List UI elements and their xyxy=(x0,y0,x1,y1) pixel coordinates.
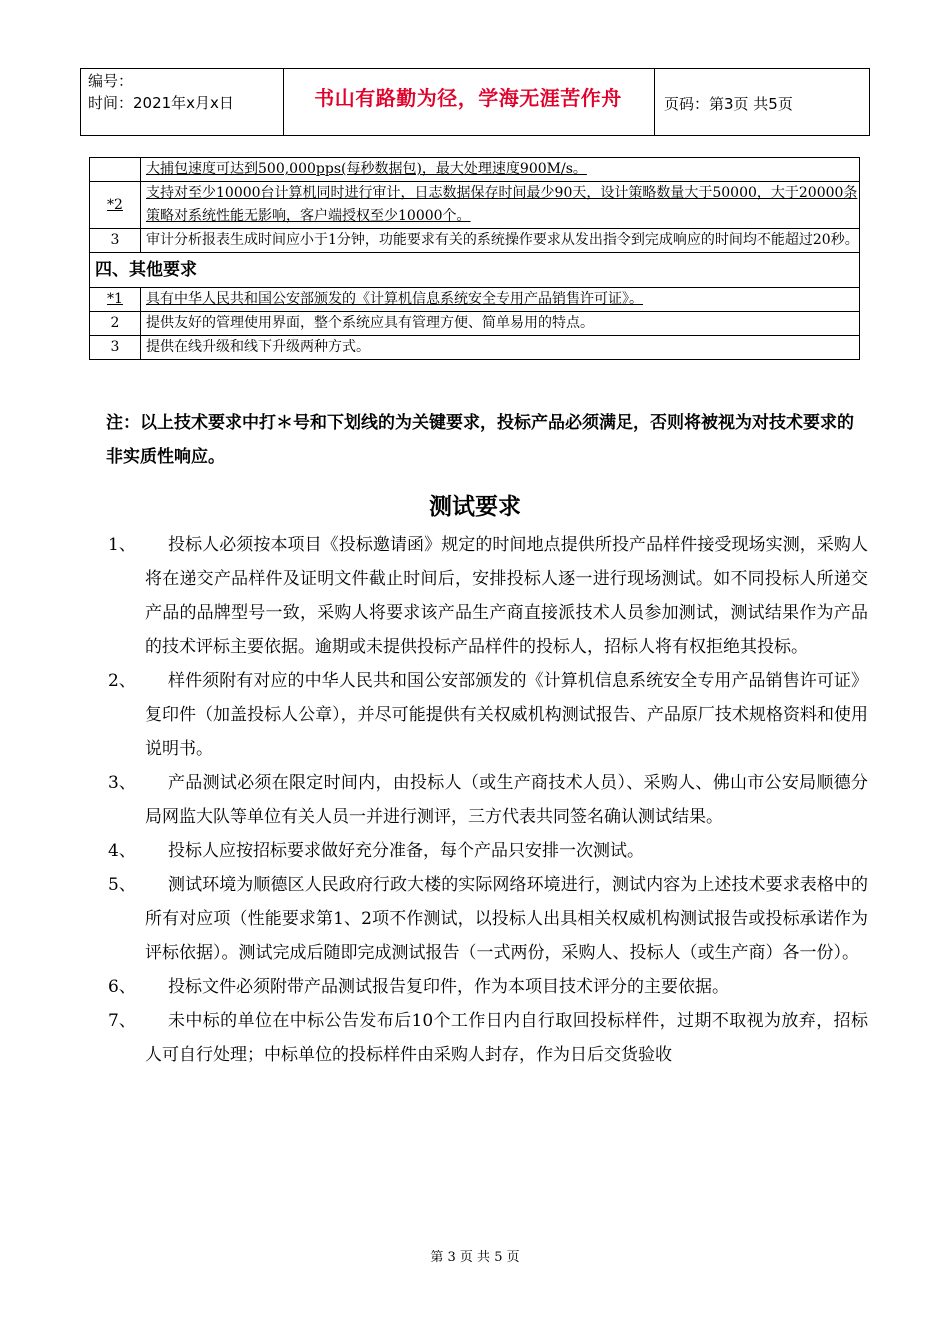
list-item xyxy=(108,970,868,1004)
table-row xyxy=(90,288,860,312)
item-text: 未中标的单位在中标公告发布后10个工作日内自行取回投标样件，过期不取视为放弃，招标人可自行处理；中标单位的投标样件由采购人封存，作为日后交货验收 xyxy=(145,1011,868,1065)
key-requirements-note: 注：以上技术要求中打＊号和下划线的为关键要求，投标产品必须满足，否则将被视为对技术要求的非实质性响应。 xyxy=(106,413,854,467)
item-number: 1、 xyxy=(108,535,136,555)
row-text: 具有中华人民共和国公安部颁发的《计算机信息系统安全专用产品销售许可证》。 xyxy=(141,288,860,312)
header-divider xyxy=(80,68,81,136)
header-top-rule xyxy=(80,68,870,69)
header-bottom-rule xyxy=(80,135,870,136)
row-text: 提供友好的管理使用界面，整个系统应具有管理方便、简单易用的特点。 xyxy=(141,312,860,336)
item-number: 6、 xyxy=(108,977,136,997)
table-row xyxy=(90,336,860,360)
header-motto: 书山有路勤为径，学海无涯苦作舟 xyxy=(314,86,622,110)
list-item xyxy=(108,664,868,766)
table-row xyxy=(90,182,860,229)
item-text: 产品测试必须在限定时间内，由投标人（或生产商技术人员）、采购人、佛山市公安局顺德分局网监大队等单位有关人员一并进行测评，三方代表共同签名确认测试结果。 xyxy=(145,773,868,827)
page-footer: 第 3 页 共 5 页 xyxy=(430,1250,520,1265)
doc-time-label: 时间：2021年x月x日 xyxy=(88,94,234,112)
list-item xyxy=(108,528,868,664)
header-divider xyxy=(869,68,870,136)
item-text: 样件须附有对应的中华人民共和国公安部颁发的《计算机信息系统安全专用产品销售许可证》复印件（加盖投标人公章），并尽可能提供有关权威机构测试报告、产品原厂技术规格资料和使用说明书。 xyxy=(145,671,868,759)
table-row xyxy=(90,158,860,182)
item-number: 2、 xyxy=(108,671,136,691)
row-number: *1 xyxy=(90,288,141,312)
header-page-label: 页码：第3页 共5页 xyxy=(664,95,793,113)
row-number: 2 xyxy=(90,312,141,336)
section-title: 四、其他要求 xyxy=(90,253,860,288)
item-text: 投标人必须按本项目《投标邀请函》规定的时间地点提供所投产品样件接受现场实测，采购人将在递交产品样件及证明文件截止时间后，安排投标人逐一进行现场测试。如不同投标人所递交产品的品牌型号一致，采购人将要求该产品生产商直接派技术人员参加测试，测试结果作为产品的技术评标主要依据。逾期或未提供投标产品样件的投标人，招标人将有权拒绝其投标。 xyxy=(145,535,868,657)
test-requirements-list xyxy=(108,528,868,1072)
item-number: 5、 xyxy=(108,875,136,895)
table-row xyxy=(90,229,860,253)
item-text: 测试环境为顺德区人民政府行政大楼的实际网络环境进行，测试内容为上述技术要求表格中的所有对应项（性能要求第1、2项不作测试，以投标人出具相关权威机构测试报告或投标承诺作为评标依据）。测试完成后随即完成测试报告（一式两份，采购人、投标人（或生产商）各一份）。 xyxy=(145,875,868,963)
list-item xyxy=(108,766,868,834)
list-item xyxy=(108,868,868,970)
section-heading: 测试要求 xyxy=(429,494,521,520)
table-row xyxy=(90,312,860,336)
row-number: 3 xyxy=(90,229,141,253)
header-divider xyxy=(654,68,655,136)
doc-number-label: 编号： xyxy=(88,72,134,90)
item-number: 3、 xyxy=(108,773,136,793)
item-number: 4、 xyxy=(108,841,136,861)
row-text: 审计分析报表生成时间应小于1分钟，功能要求有关的系统操作要求从发出指令到完成响应的时间均不能超过20秒。 xyxy=(141,229,860,253)
row-number: 3 xyxy=(90,336,141,360)
row-number xyxy=(90,158,141,182)
item-text: 投标文件必须附带产品测试报告复印件，作为本项目技术评分的主要依据。 xyxy=(168,977,729,997)
header-meta xyxy=(88,70,234,114)
list-item xyxy=(108,1004,868,1072)
row-text: 支持对至少10000台计算机同时进行审计，日志数据保存时间最少90天，设计策略数量大于50000，大于20000条策略对系统性能无影响，客户端授权至少10000个。 xyxy=(141,182,860,229)
row-text: 大捕包速度可达到500,000pps(每秒数据包)，最大处理速度900M/s。 xyxy=(141,158,860,182)
requirements-table xyxy=(89,157,860,360)
row-number: *2 xyxy=(90,182,141,229)
item-number: 7、 xyxy=(108,1011,136,1031)
table-section-row xyxy=(90,253,860,288)
row-text: 提供在线升级和线下升级两种方式。 xyxy=(141,336,860,360)
item-text: 投标人应按招标要求做好充分准备，每个产品只安排一次测试。 xyxy=(168,841,644,861)
list-item xyxy=(108,834,868,868)
